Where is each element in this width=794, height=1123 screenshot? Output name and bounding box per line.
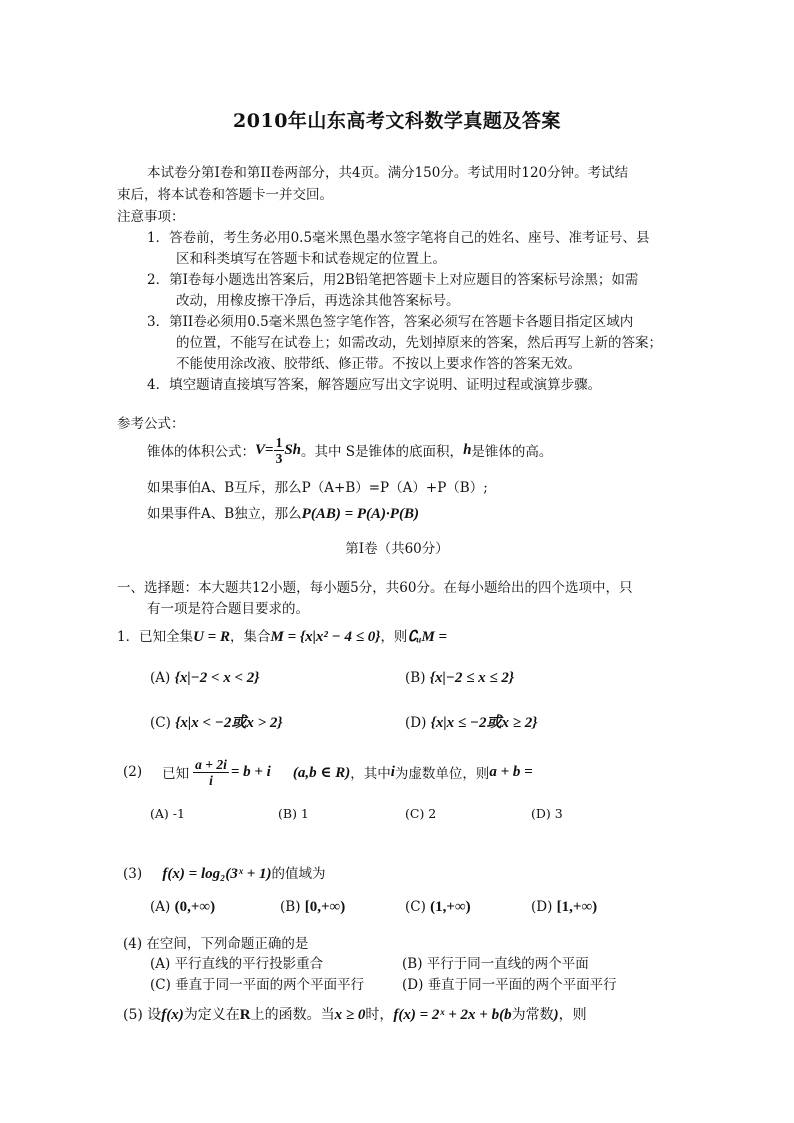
q1-option-b-value: {x|−2 ≤ x ≤ 2} (429, 670, 515, 686)
q1-suffix: ，则 (380, 629, 408, 645)
q3-option-b-value: [0,+∞) (304, 899, 346, 915)
q1-set-M: M = {x|x² − 4 ≤ 0} (270, 629, 381, 645)
cone-fraction-denominator: 3 (275, 450, 283, 466)
notice-item-3-line-3: 不能使用涂改液、胶带纸、修正带。不按以上要求作答的答案无效。 (176, 356, 581, 372)
q2-ask: a + b = (489, 763, 533, 780)
q1-option-b-label: (B) (405, 670, 426, 686)
q2-option-a: (A) -1 (150, 806, 185, 821)
q1-mid: ，集合 (229, 629, 271, 645)
question-3-stem (123, 862, 326, 883)
q5-condition: x ≥ 0 (334, 1007, 366, 1023)
q2-label: (2) (123, 764, 143, 780)
q2-fraction (193, 757, 229, 788)
notice-item-3-line-2: 的位置，不能写在试卷上；如需改动，先划掉原来的答案，然后再写上新的答案； (176, 335, 662, 351)
independent-events-formula (147, 502, 419, 523)
q5-end: ) (553, 1007, 559, 1023)
q3-option-a (150, 899, 215, 916)
part1-heading: 第I卷（共60分） (345, 541, 449, 557)
q3-option-b-label: (B) (280, 899, 301, 915)
q3-suffix: 的值域为 (271, 866, 326, 882)
q3-option-c (405, 899, 471, 916)
question-4-stem: (4) 在空间，下列命题正确的是 (123, 936, 309, 952)
independent-prefix: 如果事件A、B独立，那么 (147, 506, 302, 522)
q1-option-b (405, 670, 514, 687)
q5-mid1: 为定义在 (183, 1007, 240, 1023)
q3-option-a-value: (0,+∞) (174, 899, 216, 915)
q2-condition: (a,b ∈ R) (292, 764, 351, 781)
q5-formula: f(x) = 2ˣ + 2x + b(b (393, 1007, 512, 1023)
notice-item-2-line-2: 改动，用橡皮擦干净后，再选涂其他答案标号。 (176, 293, 460, 309)
q3-option-d (531, 899, 597, 916)
q1-option-d-label: (D) (405, 715, 427, 731)
q2-prefix: 已知 (162, 766, 190, 782)
q1-prefix: 1．已知全集 (117, 629, 194, 645)
q5-suffix: ，则 (558, 1007, 587, 1023)
page-title: 2010年山东高考文科数学真题及答案 (233, 110, 561, 132)
q1-option-c (150, 711, 283, 732)
cone-fraction-numerator: 1 (275, 434, 283, 450)
independent-formula: P(AB) = P(A)·P(B) (301, 506, 419, 522)
q1-option-c-value: {x|x < −2或x > 2} (175, 715, 283, 731)
cone-V: V (255, 441, 266, 458)
notice-item-2-line-1: 2．第I卷每小题选出答案后，用2B铅笔把答题卡上对应题目的答案标号涂黑；如需 (147, 272, 639, 288)
q3-option-d-value: [1,+∞) (556, 899, 598, 915)
q1-option-a-label: (A) (150, 670, 171, 686)
q5-R: R (239, 1007, 251, 1023)
q3-option-a-label: (A) (150, 899, 171, 915)
q5-mid2: 上的函数。当 (250, 1007, 335, 1023)
q4-option-a: (A) 平行直线的平行投影重合 (150, 956, 324, 972)
intro-line-2: 束后，将本试卷和答题卡一并交回。 (117, 187, 333, 203)
cone-suffix-2: 是锥体的高。 (471, 444, 553, 460)
q5-mid4: 为常数 (511, 1007, 554, 1023)
q1-option-d-value: {x|x ≤ −2或x ≥ 2} (430, 715, 538, 731)
q5-fx: f(x) (161, 1007, 184, 1023)
q3-option-b (280, 899, 345, 916)
q2-fraction-denominator: i (209, 772, 213, 788)
exclusive-events-formula: 如果事伯A、B互斥，那么P（A+B）=P（A）+P（B）; (147, 480, 488, 496)
q4-option-d: (D) 垂直于同一平面的两个平面平行 (402, 977, 617, 993)
cone-suffix-1: 。其中 S是锥体的底面积， (301, 444, 464, 460)
q2-option-d: (D) 3 (531, 806, 563, 821)
q3-option-c-value: (1,+∞) (430, 899, 471, 915)
q2-option-c: (C) 2 (405, 806, 437, 821)
q1-option-c-label: (C) (150, 715, 171, 731)
formulas-heading: 参考公式： (117, 416, 185, 432)
q4-option-c: (C) 垂直于同一平面的两个平面平行 (150, 977, 365, 993)
q3-option-d-label: (D) (531, 899, 553, 915)
q2-mid2: 为虚数单位，则 (394, 766, 490, 782)
cone-fraction (274, 435, 285, 466)
q2-fraction-numerator: a + 2i (195, 756, 227, 772)
q2-i: i (390, 763, 395, 780)
cone-Sh: Sh (284, 441, 302, 458)
q1-option-a-value: {x|−2 < x < 2} (174, 670, 260, 686)
q4-option-b: (B) 平行于同一直线的两个平面 (402, 956, 589, 972)
q5-prefix: (5) 设 (123, 1007, 162, 1023)
q3-option-c-label: (C) (405, 899, 426, 915)
cone-prefix: 锥体的体积公式： (147, 444, 255, 460)
cone-h: h (463, 441, 472, 458)
intro-line-1: 本试卷分第I卷和第II卷两部分，共4页。满分150分。考试用时120分钟。考试结 (147, 165, 629, 181)
q1-option-a (150, 670, 260, 687)
q1-option-d (405, 711, 537, 732)
cone-volume-formula (147, 432, 552, 468)
q2-option-b: (B) 1 (278, 806, 309, 821)
question-2-stem (123, 752, 533, 792)
q1-universal-set: U = R (193, 629, 230, 645)
cone-equals: = (265, 441, 274, 458)
q5-mid3: 时， (365, 1007, 394, 1023)
notice-heading: 注意事项： (117, 209, 185, 225)
q2-rhs: = b + i (230, 763, 271, 780)
notice-item-1-line-2: 区和科类填写在答题卡和试卷规定的位置上。 (176, 251, 446, 267)
q3-function: f(x) = log₂(3ˣ + 1) (162, 866, 272, 882)
q3-label: (3) (123, 866, 143, 882)
notice-item-1-line-1: 1．答卷前，考生务必用0.5毫米黑色墨水签字笔将自己的姓名、座号、准考证号、县 (147, 230, 650, 246)
question-5-stem (123, 1004, 587, 1024)
section-instructions-line-1: 一、选择题：本大题共12小题，每小题5分，共60分。在每小题给出的四个选项中，只 (117, 580, 633, 596)
q2-mid: ，其中 (350, 766, 391, 782)
section-instructions-line-2: 有一项是符合题目要求的。 (147, 601, 309, 617)
notice-item-4-line-1: 4．填空题请直接填写答案，解答题应写出文字说明、证明过程或演算步骤。 (147, 377, 602, 393)
q1-complement: ∁ᵤM = (407, 629, 448, 645)
notice-item-3-line-1: 3．第II卷必须用0.5毫米黑色签字笔作答，答案必须写在答题卡各题目指定区域内 (147, 314, 634, 330)
question-1-stem (117, 625, 447, 646)
